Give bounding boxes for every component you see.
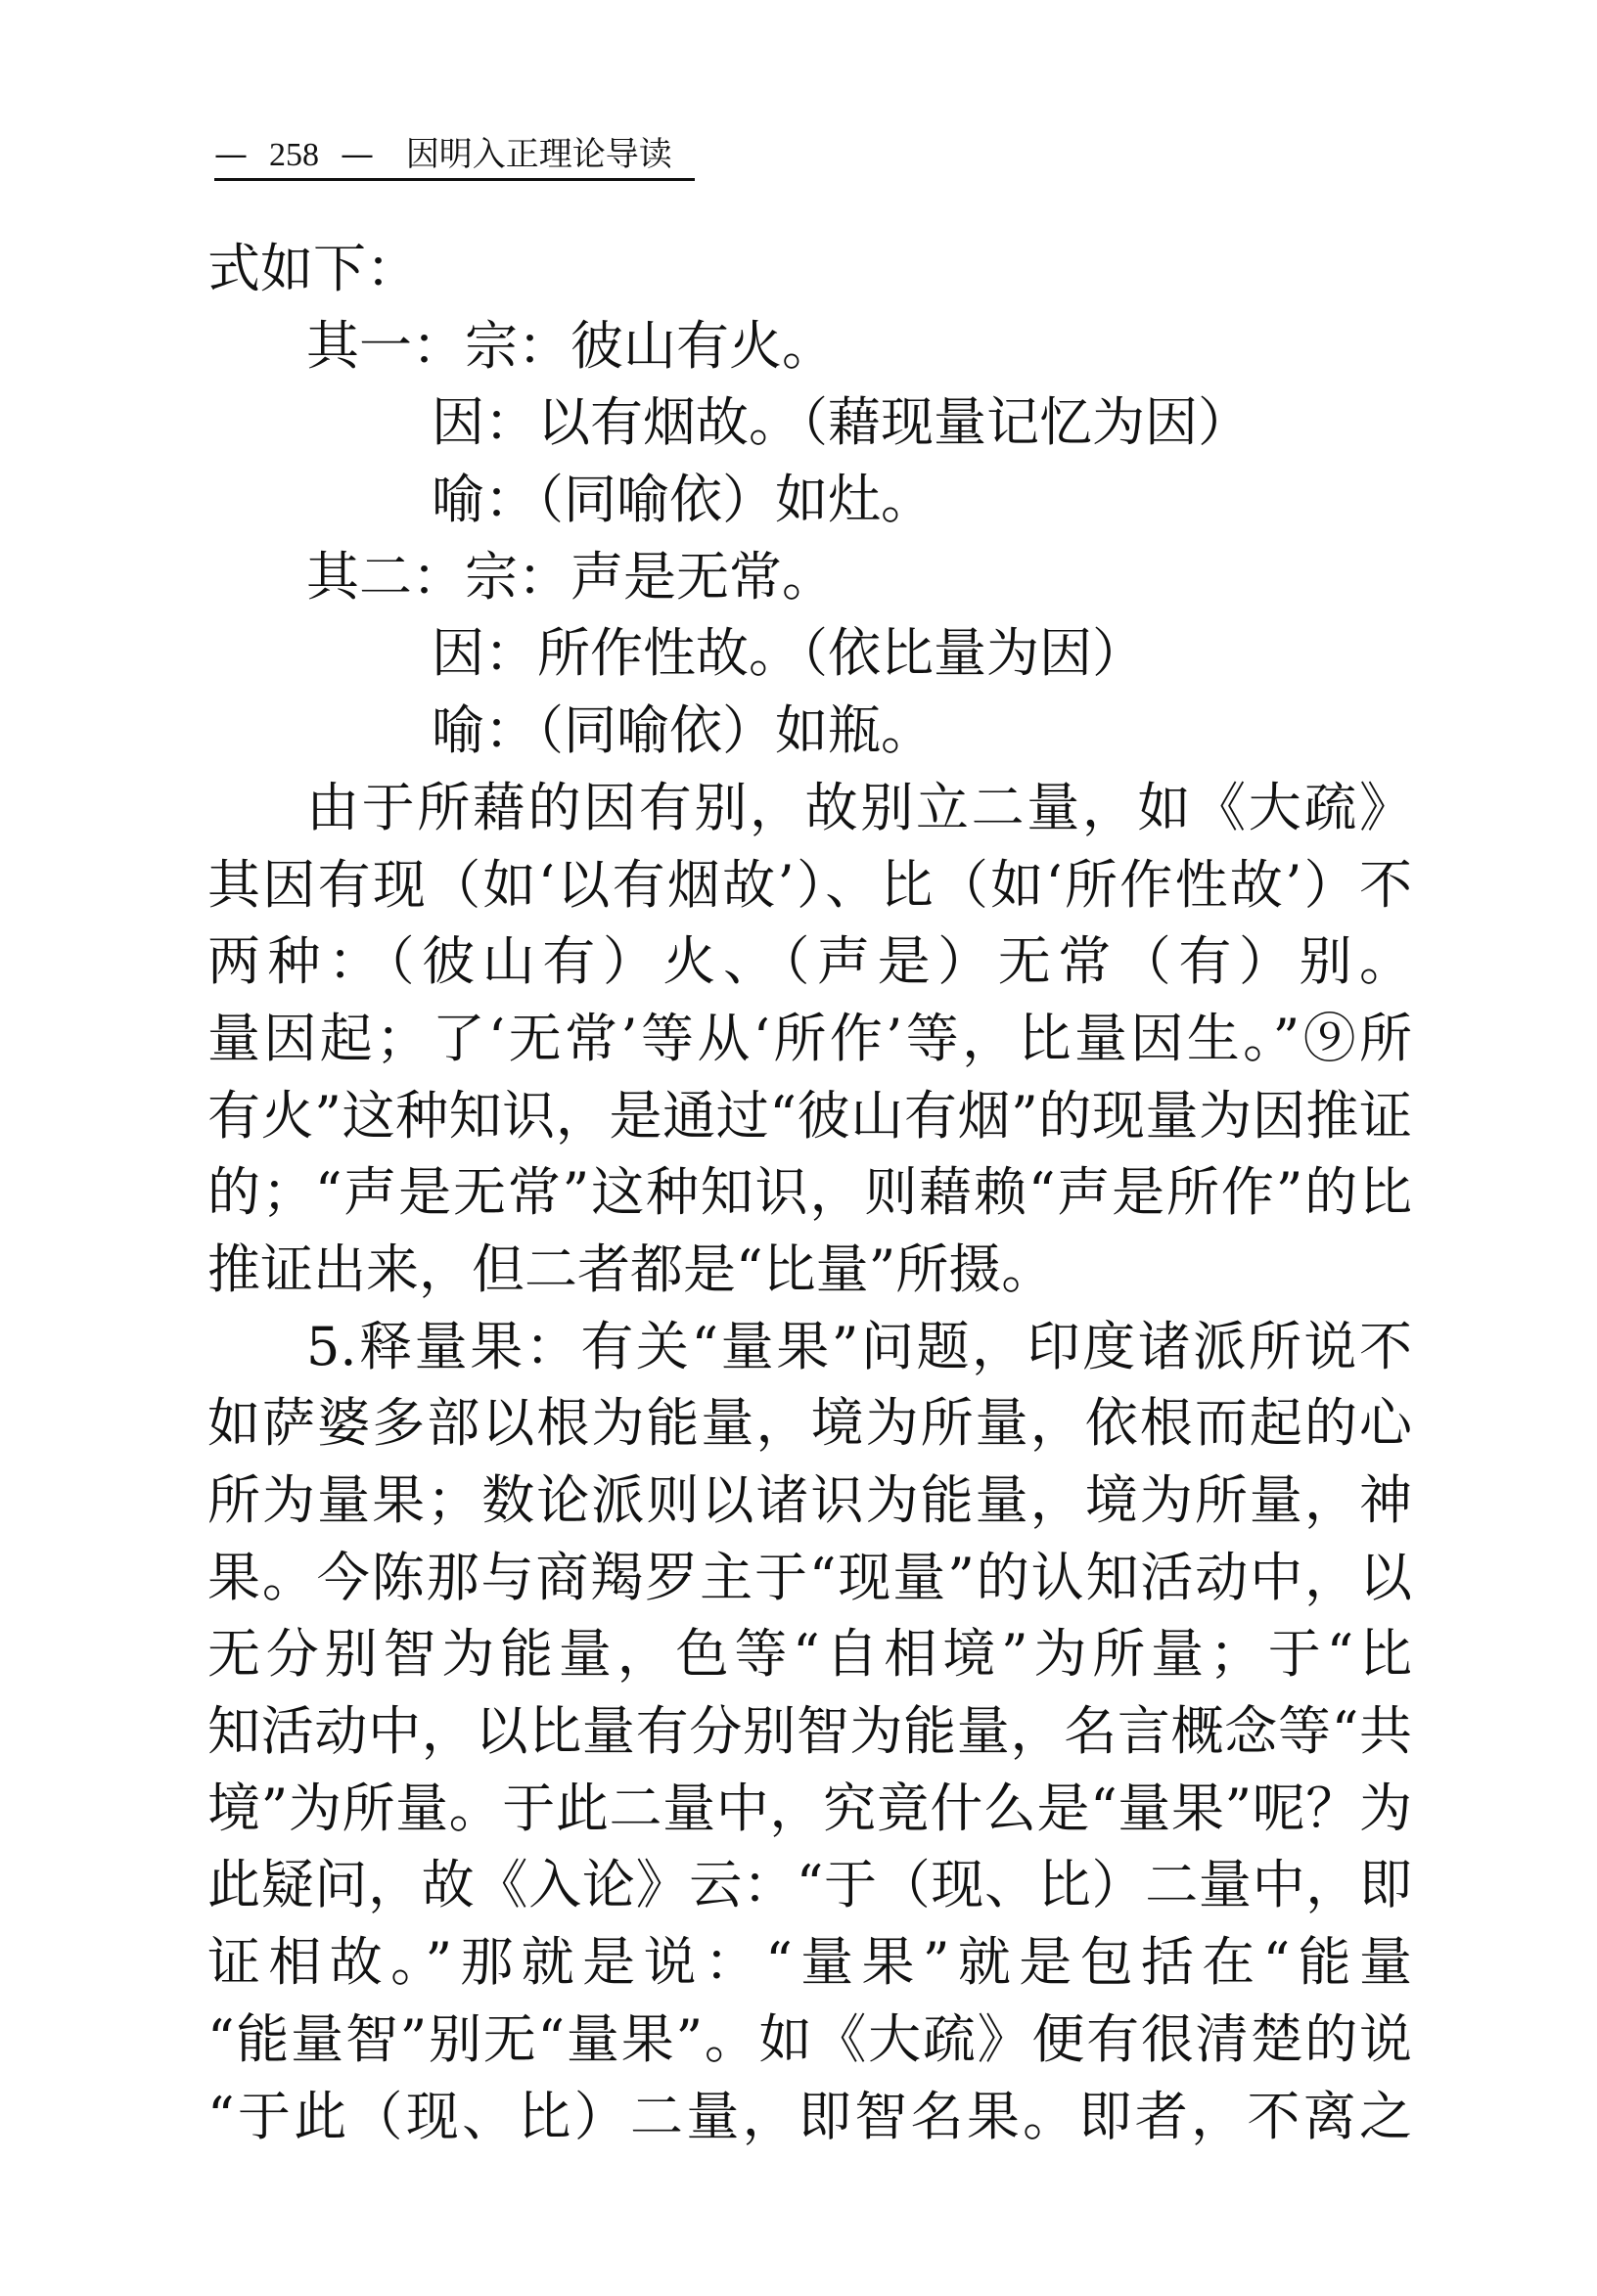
paragraph-line: 有火”这种知识，是通过“彼山有烟”的现量为因推证 xyxy=(207,1084,1412,1147)
paragraph-line: 推证出来，但二者都是“比量”所摄。 xyxy=(207,1238,1055,1300)
header-dash-left: — xyxy=(214,135,248,174)
paragraph-line: 5.释量果：有关“量果”问题，印度诸派所说不 xyxy=(306,1315,1412,1377)
header-dash-right: — xyxy=(341,135,374,174)
syllogism-1-reason: 因：以有烟故。（藉现量记忆为因） xyxy=(432,391,1251,454)
paragraph-line: “于此（现、比）二量，即智名果。即者，不离之 xyxy=(207,2085,1412,2147)
paragraph-line: 证相故。”那就是说：“量果”就是包括在“能量 xyxy=(207,1931,1412,1994)
text-line: 式如下： xyxy=(207,238,419,299)
paragraph-line: 无分别智为能量，色等“自相境”为所量；于“比 xyxy=(207,1623,1412,1686)
paragraph-line: 此疑问，故《入论》云：“于（现、比）二量中，即 xyxy=(207,1854,1412,1916)
book-title: 因明入正理论导读 xyxy=(405,135,672,174)
syllogism-1-example: 喻：（同喻依）如灶。 xyxy=(432,469,934,531)
syllogism-2-reason: 因：所作性故。（依比量为因） xyxy=(432,622,1145,685)
paragraph-line: 果。今陈那与商羯罗主于“现量”的认知活动中，以 xyxy=(207,1546,1412,1608)
page-body xyxy=(207,231,1412,2155)
paragraph-line: 知活动中，以比量有分别智为能量，名言概念等“共 xyxy=(207,1700,1412,1763)
syllogism-2-thesis: 其二：宗：声是无常。 xyxy=(306,545,835,608)
paragraph-line: 境”为所量。于此二量中，究竟什么是“量果”呢？为 xyxy=(207,1777,1412,1839)
syllogism-1-thesis: 其一：宗：彼山有火。 xyxy=(306,314,835,377)
paragraph-line: 的；“声是无常”这种知识，则藉赖“声是所作”的比 xyxy=(207,1161,1412,1224)
paragraph-line: 所为量果；数论派则以诸识为能量，境为所量，神 xyxy=(207,1469,1412,1531)
paragraph-line: 如萨婆多部以根为能量，境为所量，依根而起的心 xyxy=(207,1392,1412,1455)
paragraph-line: “能量智”别无“量果”。如《大疏》便有很清楚的说 xyxy=(207,2007,1412,2070)
paragraph-line: 两种：（彼山有）火、（声是）无常（有）别。 xyxy=(207,930,1412,993)
syllogism-2-example: 喻：（同喻依）如瓶。 xyxy=(432,699,934,762)
paragraph-line: 由于所藉的因有别，故别立二量，如《大疏》 xyxy=(306,776,1412,838)
paragraph-line: 量因起；了‘无常’等从‘所作’等，比量因生。”⑨所 xyxy=(207,1007,1412,1069)
running-header xyxy=(214,131,695,181)
page-number: 258 xyxy=(269,137,319,173)
paragraph-line: 其因有现（如‘以有烟故’）、比（如‘所作性故’）不 xyxy=(207,853,1412,916)
